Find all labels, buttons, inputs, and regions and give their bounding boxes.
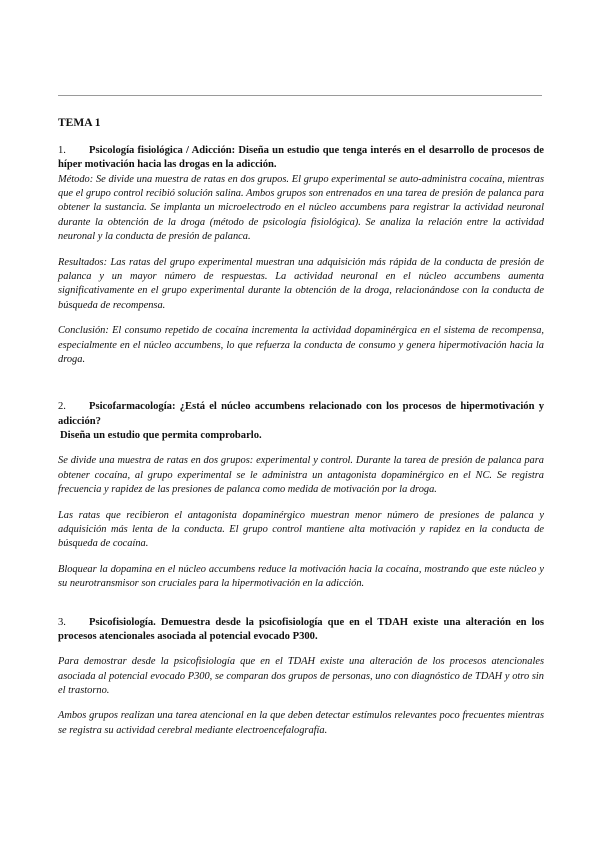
question-3-heading xyxy=(58,616,544,645)
question-2-number: 2. xyxy=(58,401,66,413)
question-3-paragraph-2: Ambos grupos realizan una tarea atencional en la que deben detectar estímulos relevantes poco frecuentes mientras se registra su actividad cerebral mediante electroencefalografía. xyxy=(58,710,544,736)
question-3-paragraph-1: Para demostrar desde la psicofisiología que en el TDAH existe una alteración de los procesos atencionales asociada al potencial evocado P300, se comparan dos grupos de personas, uno con diagnóstico de TDAH y otro sin el trastorno. xyxy=(58,656,544,697)
question-2-paragraph-1: Se divide una muestra de ratas en dos grupos: experimental y control. Durante la tarea de presión de palanca para obtener cocaína, al grupo experimental se le administra un antagonista dopaminérgico en el NC. Se registra frecuencia y rapidez de las presiones de palanca como medida de motivación por la droga. xyxy=(58,455,544,496)
question-1-text: Psicología fisiológica / Adicción: Diseña un estudio que tenga interés en el desarrollo de procesos de híper motivación hacia las drogas en la adicción. xyxy=(58,145,544,171)
question-3-text: Psicofisiología. Demuestra desde la psicofisiología que en el TDAH existe una alteración en los procesos atencionales asociada al potencial evocado P300. xyxy=(58,616,544,642)
question-1-heading xyxy=(58,144,544,173)
question-1-resultados: Resultados: Las ratas del grupo experimental muestran una adquisición más rápida de la conducta de presión de palanca y un mayor número de respuestas. La actividad neuronal en el núcleo accumbens aumenta significativamente en el grupo experimental durante la obtención de la droga, relacionándose con la conducta de búsqueda de recompensa. xyxy=(58,256,544,311)
question-2-subheading: Diseña un estudio que permita comprobarlo. xyxy=(60,430,262,442)
question-2-paragraph-2: Las ratas que recibieron el antagonista dopaminérgico muestran menor número de presiones de palanca y adquisición más lenta de la conducta. El grupo control mantiene alta motivación y rapidez en la conducta de búsqueda de cocaína. xyxy=(58,509,544,550)
question-1-metodo: Método: Se divide una muestra de ratas en dos grupos. El grupo experimental se auto-administra cocaína, mientras que el grupo control recibió solución salina. Ambos grupos son entrenados en una tarea de presión de palanca para obtener la sustancia. Se implanta un microelectrodo en el núcleo accumbens para registrar la actividad neuronal durante la obtención de la droga (método de psicología fisiológica). Se analiza la relación entre la actividad neuronal y la conducta de presión de palanca. xyxy=(58,173,544,243)
header-divider xyxy=(58,95,542,96)
question-1-number: 1. xyxy=(58,145,66,156)
question-1-conclusion: Conclusión: El consumo repetido de cocaína incrementa la actividad dopaminérgica en el sistema de recompensa, especialmente en el núcleo accumbens, lo que refuerza la conducta de consumo y genera hipermotivación hacia la droga. xyxy=(58,325,544,366)
section-title: TEMA 1 xyxy=(58,117,101,129)
question-2-text: Psicofarmacología: ¿Está el núcleo accumbens relacionado con los procesos de hipermotivación y adicción? xyxy=(58,401,544,427)
question-2-heading xyxy=(58,400,544,429)
document-body xyxy=(58,116,544,738)
question-2-paragraph-3: Bloquear la dopamina en el núcleo accumbens reduce la motivación hacia la cocaína, mostrando que este núcleo y su neurotransmisor son cruciales para la hipermotivación en la adicción. xyxy=(58,563,544,590)
question-3-number: 3. xyxy=(58,616,66,628)
